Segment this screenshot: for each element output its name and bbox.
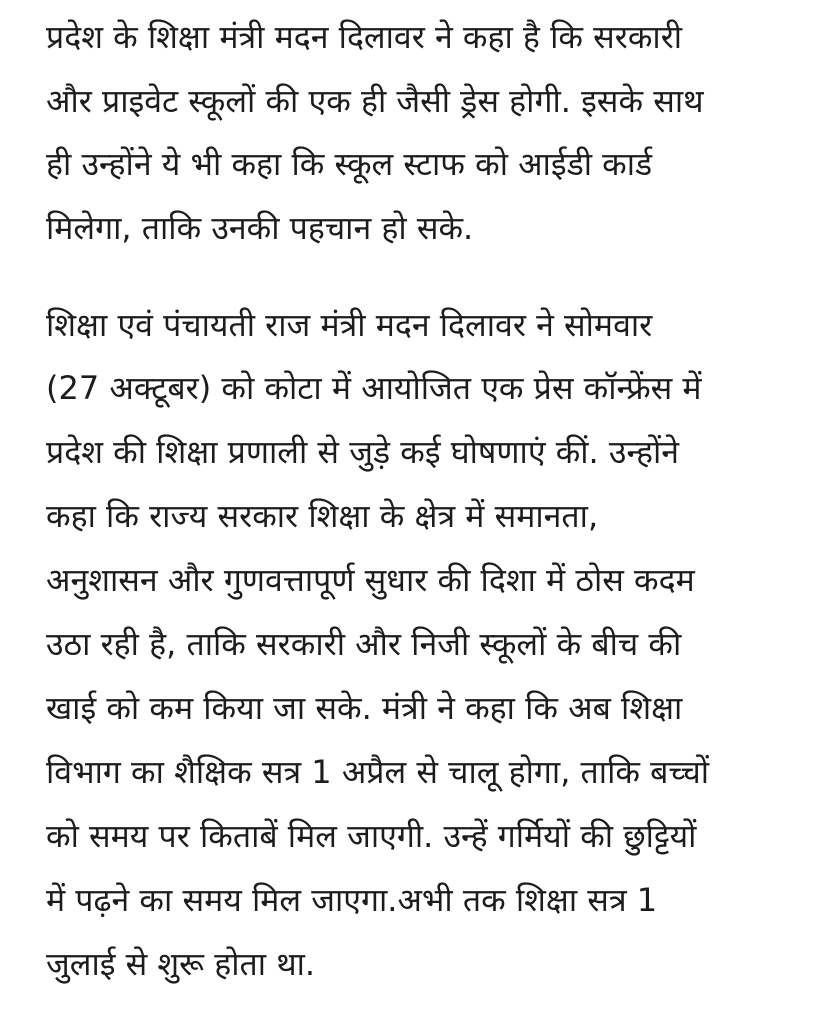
paragraph-2-line-7: खाई को कम किया जा सके. मंत्री ने कहा कि अब शिक्षा	[46, 689, 683, 727]
paragraph-2-line-3: प्रदेश की शिक्षा प्रणाली से जुड़े कई घोषणाएं कीं. उन्होंने	[46, 433, 680, 471]
paragraph-1-line-2: और प्राइवेट स्कूलों की एक ही जैसी ड्रेस होगी. इसके साथ	[46, 82, 704, 120]
paragraph-2-line-6: उठा रही है, ताकि सरकारी और निजी स्कूलों के बीच की	[46, 625, 682, 663]
paragraph-1-line-1: प्रदेश के शिक्षा मंत्री मदन दिलावर ने कहा है कि सरकारी	[46, 18, 683, 56]
paragraph-2-line-8: विभाग का शैक्षिक सत्र 1 अप्रैल से चालू होगा, ताकि बच्चों	[46, 753, 710, 791]
paragraph-2-line-10: में पढ़ने का समय मिल जाएगा.अभी तक शिक्षा सत्र 1	[46, 881, 658, 919]
paragraph-1-line-3: ही उन्होंने ये भी कहा कि स्कूल स्टाफ को आईडी कार्ड	[46, 145, 653, 183]
paragraph-2-line-1: शिक्षा एवं पंचायती राज मंत्री मदन दिलावर ने सोमवार	[46, 306, 653, 344]
paragraph-2-line-9: को समय पर किताबें मिल जाएगी. उन्हें गर्मियों की छुट्टियों	[46, 817, 697, 855]
paragraph-2-line-5: अनुशासन और गुणवत्तापूर्ण सुधार की दिशा में ठोस कदम	[46, 561, 695, 599]
paragraph-1-line-4: मिलेगा, ताकि उनकी पहचान हो सके.	[46, 209, 474, 247]
paragraph-2-line-11: जुलाई से शुरू होता था.	[46, 945, 316, 983]
paragraph-2-line-4: कहा कि राज्य सरकार शिक्षा के क्षेत्र में समानता,	[46, 497, 599, 535]
paragraph-2-line-2: (27 अक्टूबर) को कोटा में आयोजित एक प्रेस कॉन्फ्रेंस में	[46, 369, 702, 407]
